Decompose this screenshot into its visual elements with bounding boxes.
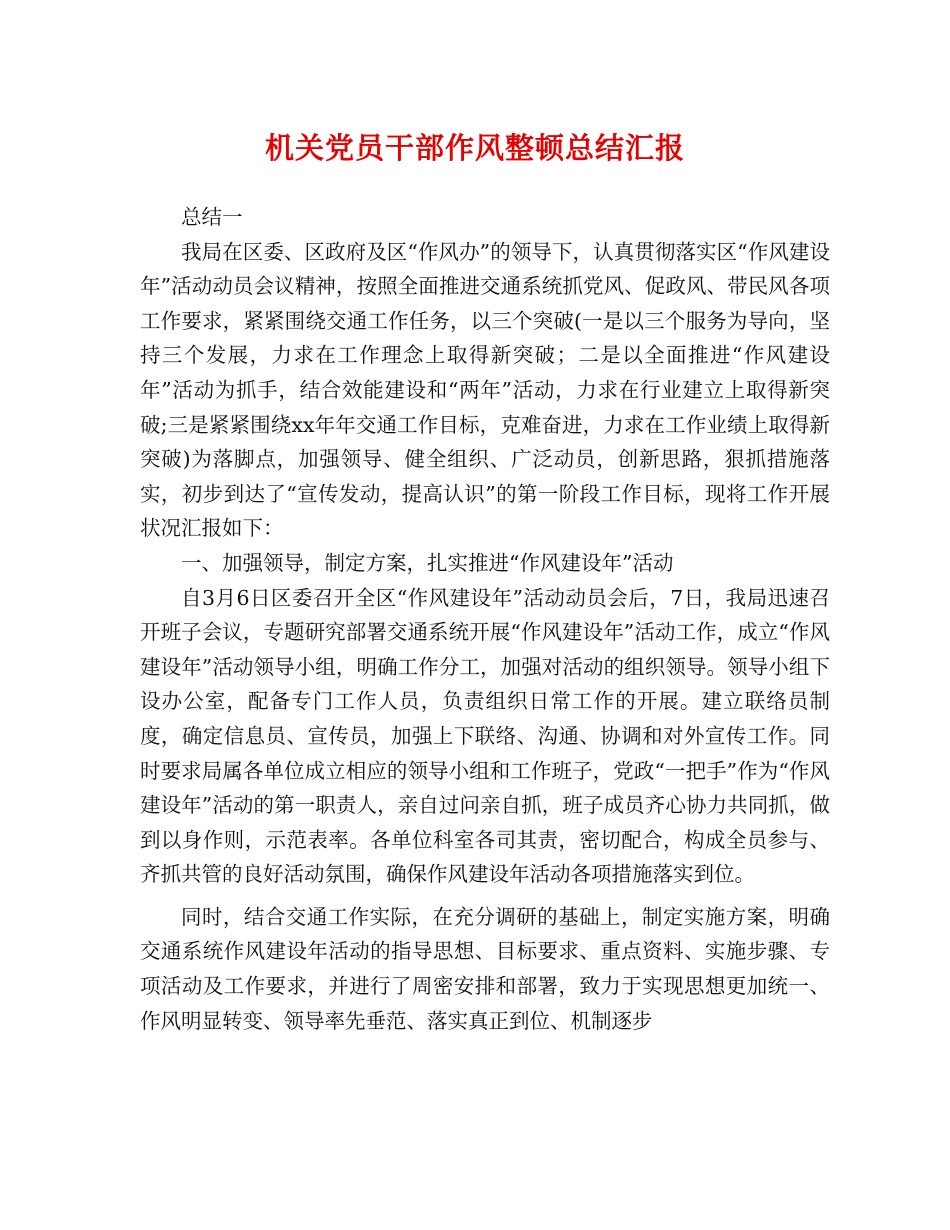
section-heading: 一、加强领导，制定方案，扎实推进“作风建设年”活动 [181,550,674,575]
section-label: 总结一 [181,205,243,229]
document-body [140,200,830,1038]
body-paragraph: 自3月6日区委召开全区“作风建设年”活动动员会后，7日，我局迅速召开班子会议，专题研究部署交通系统开展“作风建设年”活动工作，成立“作风建设年”活动领导小组，明确工作分工，加强对活动的组织领导。领导小组下设办公室，配备专门工作人员，负责组织日常工作的开展。建立联络员制度，确定信息员、宣传员，加强上下联络、沟通、协调和对外宣传工作。同时要求局属各单位成立相应的领导小组和工作班子，党政“一把手”作为“作风建设年”活动的第一职责人，亲自过问亲自抓，班子成员齐心协力共同抓，做到以身作则，示范表率。各单位科室各司其责，密切配合，构成全员参与、齐抓共管的良好活动氛围，确保作风建设年活动各项措施落实到位。 [140,585,830,887]
intro-paragraph: 我局在区委、区政府及区“作风办”的领导下，认真贯彻落实区“作风建设年”活动动员会议精神，按照全面推进交通系统抓党风、促政风、带民风各项工作要求，紧紧围绕交通工作任务，以三个突破(一是以三个服务为导向，坚持三个发展，力求在工作理念上取得新突破；二是以全面推进“作风建设年”活动为抓手，结合效能建设和“两年”活动，力求在行业建立上取得新突破;三是紧紧围绕xx年年交通工作目标，克难奋进，力求在工作业绩上取得新突破)为落脚点，加强领导、健全组织、广泛动员，创新思路，狠抓措施落实，初步到达了“宣传发动，提高认识”的第一阶段工作目标，现将工作开展状况汇报如下： [140,239,830,541]
body-paragraph: 同时，结合交通工作实际，在充分调研的基础上，制定实施方案，明确交通系统作风建设年活动的指导思想、目标要求、重点资料、实施步骤、专项活动及工作要求，并进行了周密安排和部署，致力于实现思想更加统一、作风明显转变、领导率先垂范、落实真正到位、机制逐步 [140,904,830,1033]
document-title: 机关党员干部作风整顿总结汇报 [264,131,685,165]
